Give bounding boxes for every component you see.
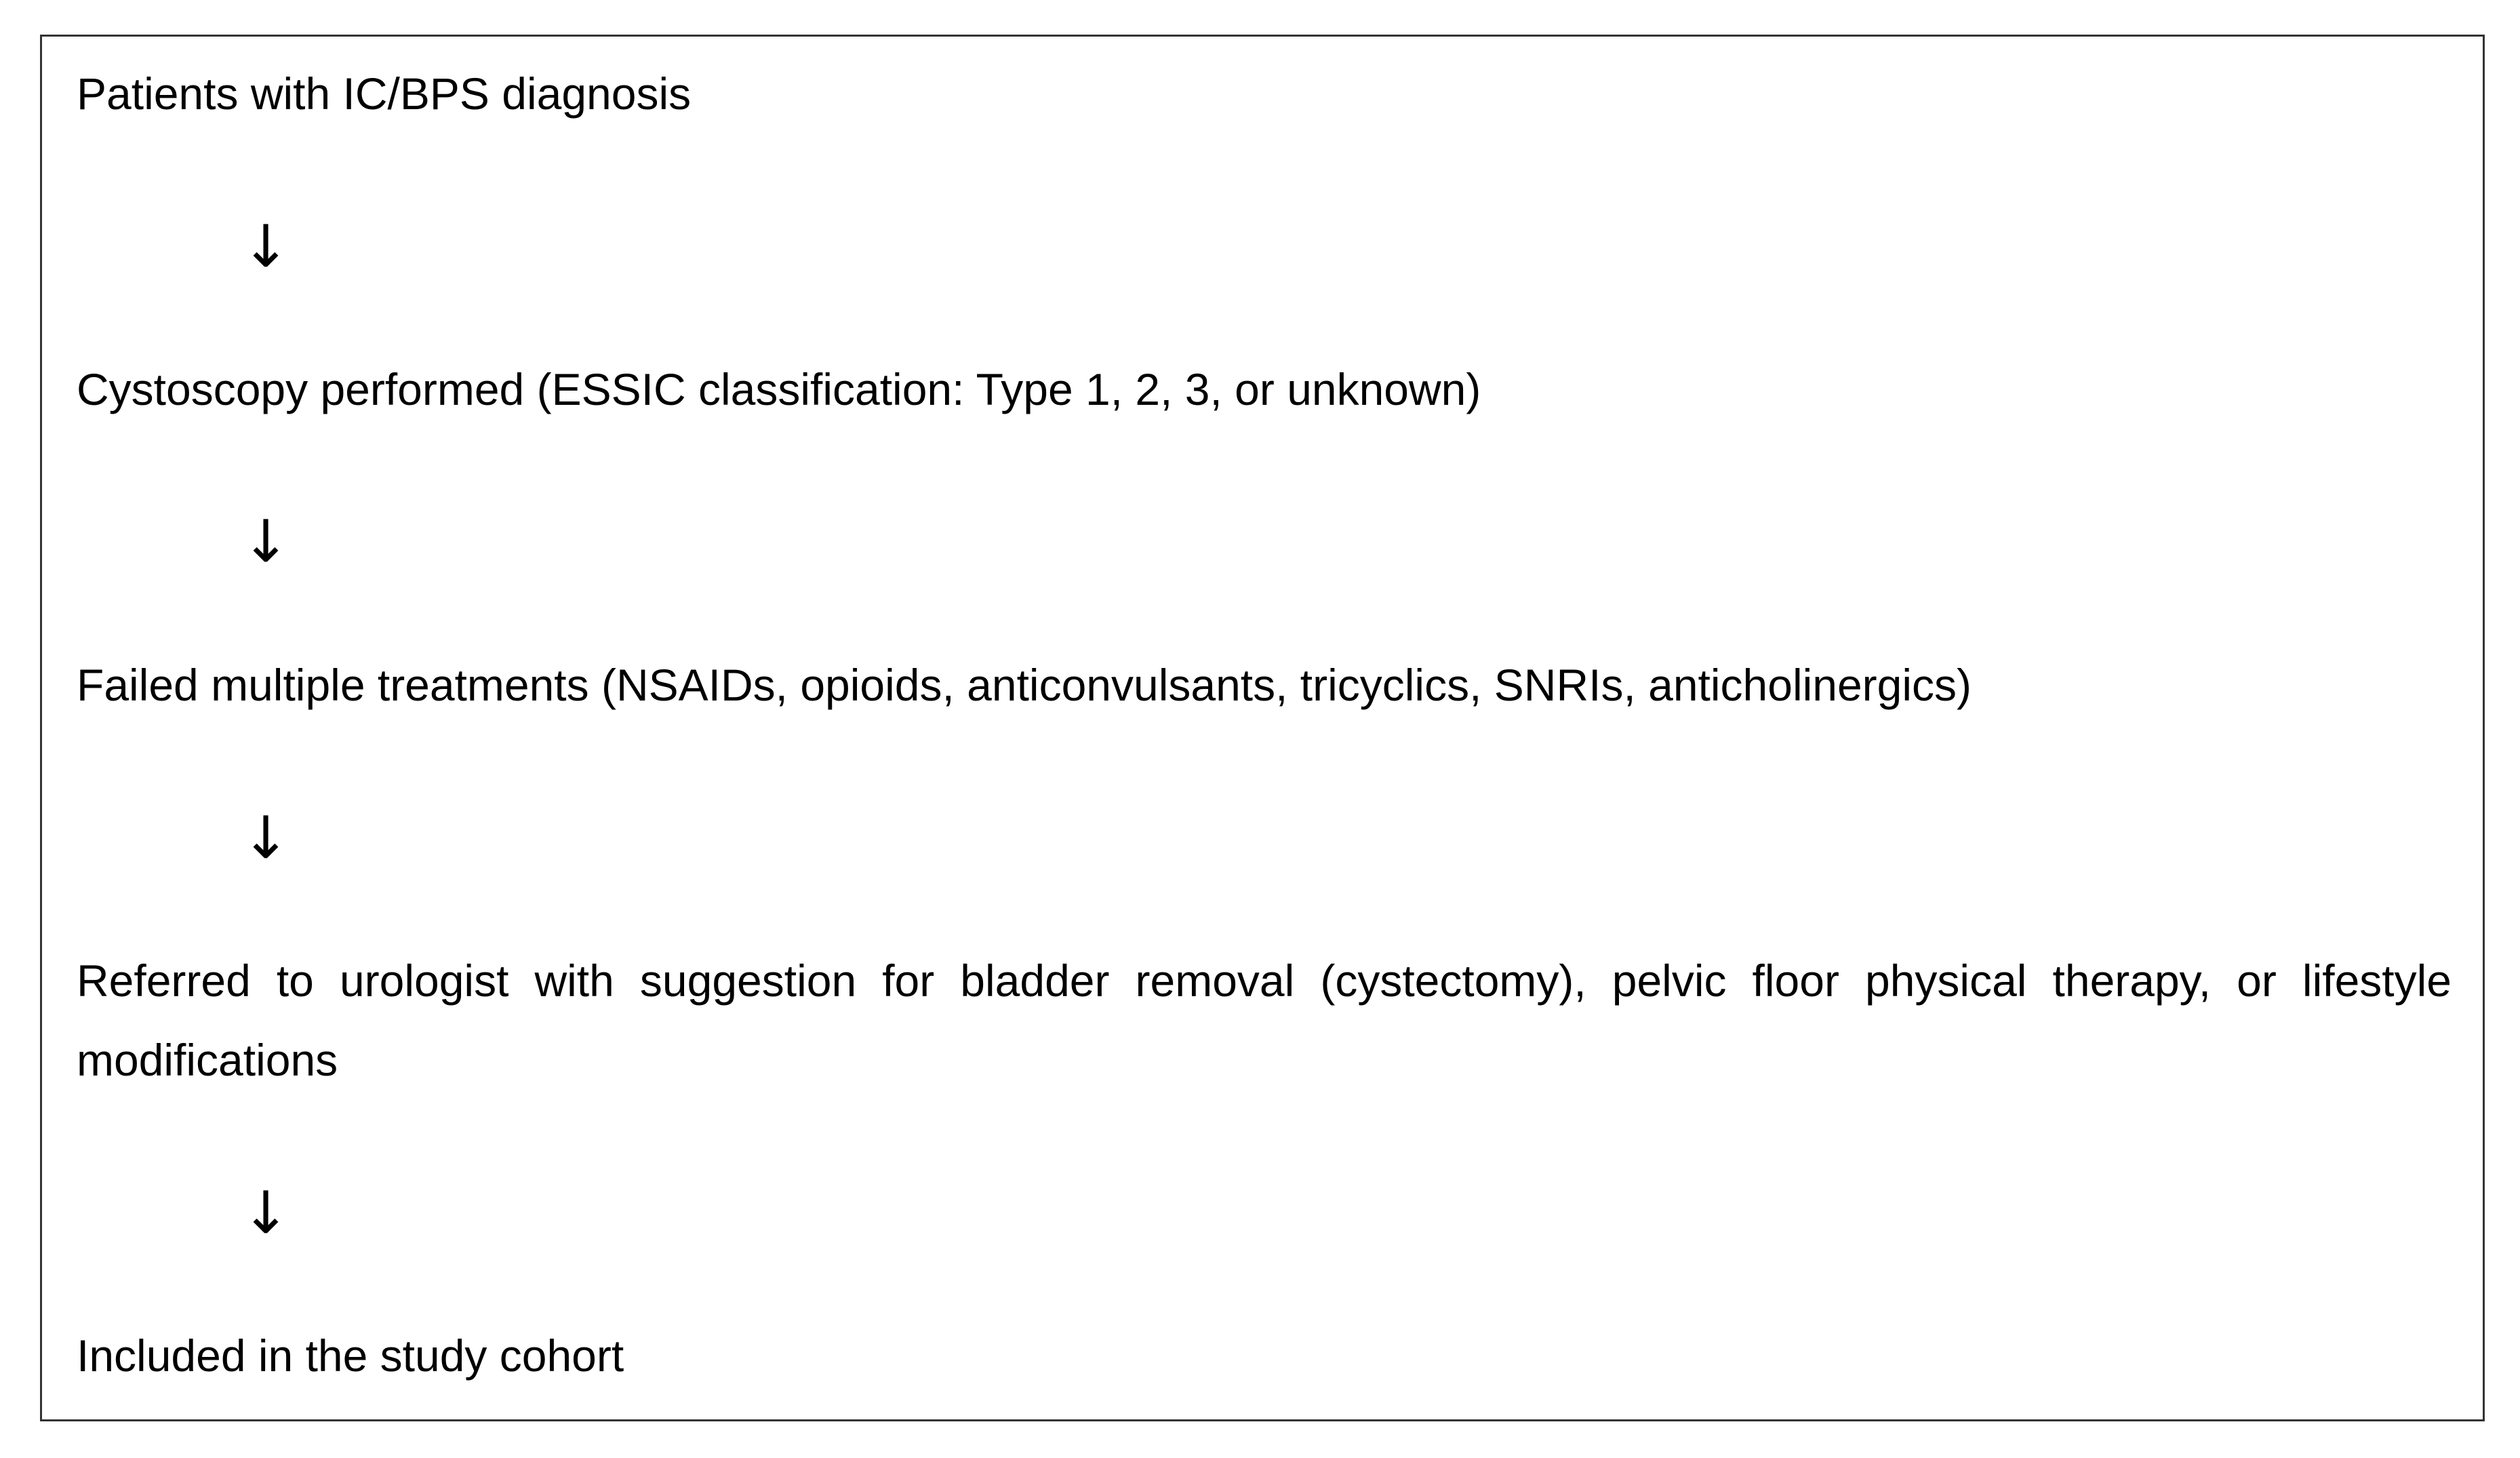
flowchart-frame	[40, 35, 2485, 1421]
down-arrow-icon: ↓	[241, 1179, 291, 1247]
down-arrow-icon: ↓	[241, 508, 291, 576]
down-arrow-icon: ↓	[241, 213, 291, 281]
step-referred-urologist: Referred to urologist with suggestion for bladder removal (cystectomy), pelvic floor physical therapy, or lifestyle modifications	[77, 955, 2452, 1085]
step-failed-treatments: Failed multiple treatments (NSAIDs, opioids, anticonvulsants, tricyclics, SNRIs, anticholinergics)	[77, 660, 1972, 710]
down-arrow-icon: ↓	[241, 804, 291, 872]
step-ic-bps-diagnosis: Patients with IC/BPS diagnosis	[77, 68, 692, 119]
step-study-cohort: Included in the study cohort	[77, 1331, 624, 1381]
step-cystoscopy: Cystoscopy performed (ESSIC classification: Type 1, 2, 3, or unknown)	[77, 364, 1481, 414]
